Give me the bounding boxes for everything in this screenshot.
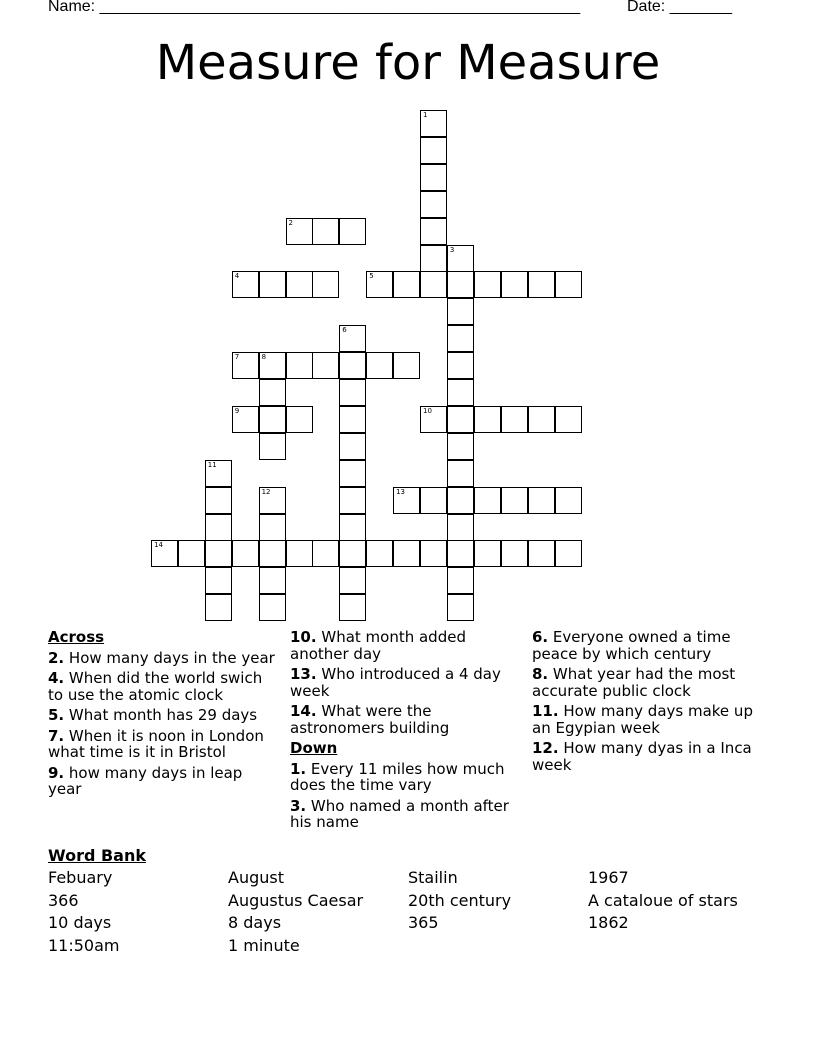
grid-cell[interactable] xyxy=(259,406,286,433)
across-clue xyxy=(48,728,276,761)
word-bank-entry: 1967 xyxy=(588,868,629,887)
word-bank-entry: 10 days xyxy=(48,913,112,932)
grid-cell[interactable] xyxy=(259,567,286,594)
clue-number-label: 13 xyxy=(396,487,406,496)
grid-cell[interactable] xyxy=(420,487,447,514)
grid-cell[interactable] xyxy=(420,271,447,298)
grid-cell[interactable] xyxy=(366,540,393,567)
grid-cell[interactable] xyxy=(501,487,528,514)
grid-cell[interactable] xyxy=(205,540,232,567)
grid-cell[interactable] xyxy=(286,218,313,245)
across-clue xyxy=(48,707,276,724)
clue-number: 14. xyxy=(290,702,317,720)
down-clue xyxy=(532,703,760,736)
grid-cell[interactable] xyxy=(420,218,447,245)
grid-cell[interactable] xyxy=(286,271,313,298)
clue-number: 1. xyxy=(290,759,307,778)
clue-column-2 xyxy=(290,629,518,835)
across-clue xyxy=(48,765,276,798)
grid-cell[interactable] xyxy=(151,540,178,567)
grid-cell[interactable] xyxy=(205,460,232,487)
clue-number: 11. xyxy=(532,702,559,720)
grid-cell[interactable] xyxy=(474,271,501,298)
word-bank-entry: August xyxy=(228,868,284,887)
clue-text: Everyone owned a time peace by which century xyxy=(532,628,731,663)
grid-cell[interactable] xyxy=(232,352,259,379)
clue-text: How many days in the year xyxy=(68,648,275,667)
word-bank-entry: Febuary xyxy=(48,868,113,887)
grid-cell[interactable] xyxy=(232,406,259,433)
grid-cell[interactable] xyxy=(393,487,420,514)
grid-cell[interactable] xyxy=(420,164,447,191)
clue-number-label: 8 xyxy=(261,353,267,362)
grid-cell[interactable] xyxy=(393,352,420,379)
clue-text: How many days make up an Egypian week xyxy=(532,702,753,737)
grid-cell[interactable] xyxy=(501,406,528,433)
grid-cell[interactable] xyxy=(205,567,232,594)
clue-text: What month has 29 days xyxy=(68,706,258,724)
grid-cell[interactable] xyxy=(420,137,447,164)
grid-cell[interactable] xyxy=(447,271,474,298)
clue-number-label: 14 xyxy=(154,541,163,550)
grid-cell[interactable] xyxy=(339,218,366,245)
grid-cell[interactable] xyxy=(259,352,286,379)
clue-text: Who introduced a 4 day week xyxy=(290,665,501,700)
puzzle-title: Measure for Measure xyxy=(155,35,661,91)
grid-cell[interactable] xyxy=(528,487,555,514)
grid-cell[interactable] xyxy=(528,271,555,298)
clue-number-label: 2 xyxy=(288,218,293,227)
grid-cell[interactable] xyxy=(339,540,366,567)
clue-number: 5. xyxy=(48,706,65,724)
grid-cell[interactable] xyxy=(420,110,447,137)
grid-cell[interactable] xyxy=(447,379,474,406)
across-clue xyxy=(290,666,518,699)
grid-cell[interactable] xyxy=(447,514,474,541)
grid-cell[interactable] xyxy=(501,540,528,567)
across-clue xyxy=(290,629,518,662)
grid-cell[interactable] xyxy=(339,379,366,406)
word-bank-column xyxy=(408,868,511,933)
grid-cell[interactable] xyxy=(447,352,474,379)
word-bank-entry: 365 xyxy=(408,913,439,932)
clue-text: When it is noon in London what time is it in Bristol xyxy=(48,726,264,761)
word-bank-column xyxy=(228,868,363,956)
clue-number: 10. xyxy=(290,628,317,646)
grid-cell[interactable] xyxy=(555,406,582,433)
grid-cell[interactable] xyxy=(555,487,582,514)
clue-number: 13. xyxy=(290,665,317,683)
clue-number-label: 6 xyxy=(342,326,347,335)
name-field-label: Name: ______________________________________________________ xyxy=(48,0,581,15)
grid-cell[interactable] xyxy=(447,594,474,621)
word-bank-entry: Augustus Caesar xyxy=(228,890,364,910)
clue-text: What year had the most accurate public clock xyxy=(532,665,736,700)
down-clue xyxy=(532,629,760,662)
down-clue xyxy=(532,666,760,699)
grid-cell[interactable] xyxy=(339,567,366,594)
grid-cell[interactable] xyxy=(259,514,286,541)
clue-text: When did the world swich to use the atomic clock xyxy=(48,669,263,704)
clue-number: 6. xyxy=(532,628,549,646)
clue-column-1 xyxy=(48,629,276,802)
clue-number: 9. xyxy=(48,763,65,782)
down-clue xyxy=(290,798,518,831)
clue-text: Every 11 miles how much does the time vary xyxy=(290,759,505,794)
grid-cell[interactable] xyxy=(555,271,582,298)
grid-cell[interactable] xyxy=(339,433,366,460)
clue-number: 3. xyxy=(290,796,307,815)
grid-cell[interactable] xyxy=(447,245,474,272)
clue-number-label: 11 xyxy=(207,460,217,469)
grid-cell[interactable] xyxy=(528,406,555,433)
clue-number-label: 1 xyxy=(423,111,428,119)
grid-cell[interactable] xyxy=(312,352,339,379)
grid-cell[interactable] xyxy=(339,514,366,541)
grid-cell[interactable] xyxy=(474,406,501,433)
word-bank-entry: 1862 xyxy=(588,913,629,932)
clue-number-label: 12 xyxy=(261,487,271,496)
grid-cell[interactable] xyxy=(259,540,286,567)
grid-cell[interactable] xyxy=(259,433,286,460)
clue-number-label: 7 xyxy=(234,353,240,362)
down-clue xyxy=(532,740,760,773)
clue-text: What were the astronomers building xyxy=(290,702,450,737)
grid-cell[interactable] xyxy=(312,540,339,567)
grid-cell[interactable] xyxy=(474,540,501,567)
grid-cell[interactable] xyxy=(232,540,259,567)
word-bank-entry: 11:50am xyxy=(48,935,120,955)
grid-cell[interactable] xyxy=(366,352,393,379)
grid-cell[interactable] xyxy=(420,191,447,218)
clue-text: Who named a month after his name xyxy=(290,796,509,831)
word-bank-column xyxy=(588,868,738,933)
word-bank-entry: 1 minute xyxy=(228,935,300,955)
clue-column-3 xyxy=(532,629,760,777)
grid-cell[interactable] xyxy=(393,540,420,567)
date-field-label: Date: _______ xyxy=(627,0,732,15)
word-bank-entry: Stailin xyxy=(408,868,458,887)
down-heading: Down xyxy=(290,739,338,757)
across-clue xyxy=(290,703,518,736)
grid-cell[interactable] xyxy=(205,594,232,621)
grid-cell[interactable] xyxy=(447,487,474,514)
grid-cell[interactable] xyxy=(286,406,313,433)
grid-cell[interactable] xyxy=(339,352,366,379)
grid-cell[interactable] xyxy=(339,594,366,621)
word-bank-heading: Word Bank xyxy=(48,846,147,865)
word-bank-entry: 8 days xyxy=(228,913,282,932)
grid-cell[interactable] xyxy=(339,460,366,487)
grid-cell[interactable] xyxy=(232,271,259,298)
grid-cell[interactable] xyxy=(447,325,474,352)
grid-cell[interactable] xyxy=(447,540,474,567)
word-bank-entry: A cataloue of stars xyxy=(588,890,738,910)
grid-cell[interactable] xyxy=(366,271,393,298)
clue-number-label: 4 xyxy=(234,272,240,281)
grid-cell[interactable] xyxy=(259,594,286,621)
grid-cell[interactable] xyxy=(420,406,447,433)
grid-cell[interactable] xyxy=(447,298,474,325)
grid-cell[interactable] xyxy=(339,406,366,433)
clue-text: What month added another day xyxy=(290,628,466,663)
grid-cell[interactable] xyxy=(501,271,528,298)
word-bank-entry: 20th century xyxy=(408,890,512,910)
grid-cell[interactable] xyxy=(312,218,339,245)
word-bank-entry: 366 xyxy=(48,890,79,910)
grid-cell[interactable] xyxy=(555,540,582,567)
grid-cell[interactable] xyxy=(259,379,286,406)
grid-cell[interactable] xyxy=(420,540,447,567)
grid-cell[interactable] xyxy=(393,271,420,298)
grid-cell[interactable] xyxy=(420,245,447,272)
across-clue xyxy=(48,650,276,667)
across-heading: Across xyxy=(48,628,105,646)
grid-cell[interactable] xyxy=(447,460,474,487)
clue-number: 4. xyxy=(48,669,65,687)
grid-cell[interactable] xyxy=(528,540,555,567)
clue-text: how many days in leap year xyxy=(48,763,243,798)
grid-cell[interactable] xyxy=(259,271,286,298)
grid-cell[interactable] xyxy=(259,487,286,514)
clue-number-label: 10 xyxy=(423,406,432,415)
clue-text: How many dyas in a Inca week xyxy=(532,739,752,774)
grid-cell[interactable] xyxy=(205,487,232,514)
clue-number-label: 3 xyxy=(449,245,455,254)
clue-number: 8. xyxy=(532,665,549,683)
across-clue xyxy=(48,670,276,703)
grid-cell[interactable] xyxy=(447,567,474,594)
clue-number: 7. xyxy=(48,726,65,745)
grid-cell[interactable] xyxy=(447,406,474,433)
grid-cell[interactable] xyxy=(339,487,366,514)
grid-cell[interactable] xyxy=(178,540,205,567)
clue-number: 2. xyxy=(48,648,65,667)
grid-cell[interactable] xyxy=(474,487,501,514)
grid-cell[interactable] xyxy=(447,433,474,460)
clue-number: 12. xyxy=(532,739,559,757)
clue-number-label: 9 xyxy=(234,406,240,415)
grid-cell[interactable] xyxy=(286,540,313,567)
clue-number-label: 5 xyxy=(369,272,374,281)
word-bank-column xyxy=(48,868,120,956)
grid-cell[interactable] xyxy=(312,271,339,298)
down-clue xyxy=(290,761,518,794)
grid-cell[interactable] xyxy=(205,514,232,541)
grid-cell[interactable] xyxy=(339,325,366,352)
grid-cell[interactable] xyxy=(286,352,313,379)
